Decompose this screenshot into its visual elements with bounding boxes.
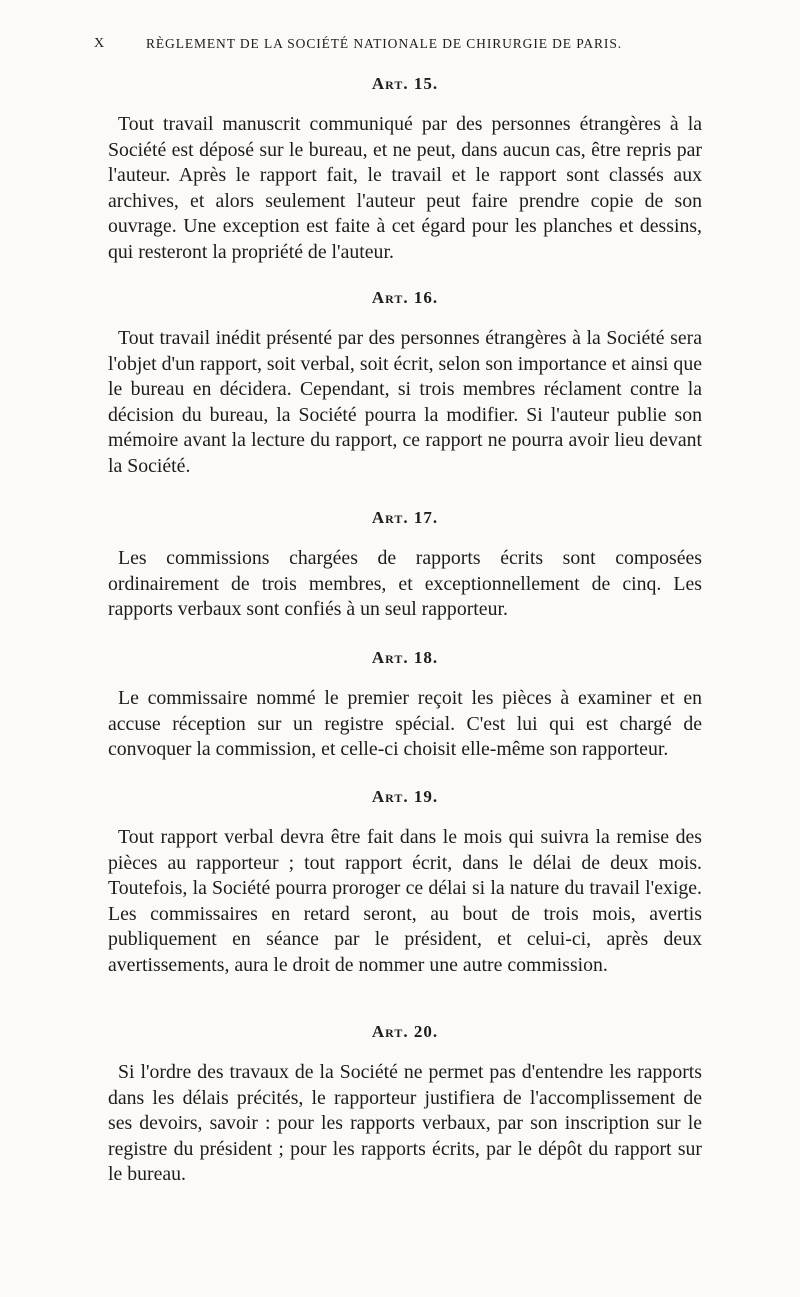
article-body: Tout travail manuscrit communiqué par des personnes étrangères à la Société est déposé sur le bureau, et ne peut, dans aucun cas, être repris par l'auteur. Après le rapport fait, le travail et le rapport sont classés aux archives, et alors seulement l'auteur peut faire prendre copie de son ouvrage. Une exception est faite à cet égard pour les planches et dessins, qui resteront la propriété de l'auteur. (108, 113, 702, 263)
article-heading: Art. 19. (371, 787, 439, 806)
article-17 (108, 508, 702, 623)
article-body: Tout travail inédit présenté par des personnes étrangères à la Société sera l'objet d'un rapport, soit verbal, soit écrit, selon son importance et ainsi que le bureau en décidera. Cependant, si trois membres réclament contre la décision du bureau, la Société pourra la modifier. Si l'auteur publie son mémoire avant la lecture du rapport, ce rapport ne pourra avoir lieu devant la Société. (108, 327, 702, 477)
article-heading: Art. 20. (371, 1022, 439, 1041)
article-19 (108, 787, 702, 979)
running-head (94, 36, 670, 52)
article-heading: Art. 17. (371, 508, 439, 527)
article-heading: Art. 18. (371, 648, 439, 667)
article-body: Le commissaire nommé le premier reçoit les pièces à examiner et en accuse réception sur un registre spécial. C'est lui qui est chargé de convoquer la commission, et celle-ci choisit elle-même son rapporteur. (108, 687, 702, 761)
article-heading: Art. 16. (371, 288, 439, 307)
article-18 (108, 648, 702, 763)
article-16 (108, 288, 702, 480)
article-15 (108, 74, 702, 266)
article-20 (108, 1022, 702, 1188)
article-body: Si l'ordre des travaux de la Société ne permet pas d'entendre les rapports dans les délais précités, le rapporteur justifiera de l'accomplissement de ses devoirs, savoir : pour les rapports verbaux, par son inscription sur le registre du président ; pour les rapports écrits, par le dépôt du rapport sur le bureau. (108, 1061, 702, 1186)
running-title: RÈGLEMENT DE LA SOCIÉTÉ NATIONALE DE CHIRURGIE DE PARIS. (146, 36, 623, 51)
article-body: Tout rapport verbal devra être fait dans le mois qui suivra la remise des pièces au rapporteur ; tout rapport écrit, dans le délai de deux mois. Toutefois, la Société pourra proroger ce délai si la nature du travail l'exige. Les commissaires en retard seront, au bout de trois mois, avertis publiquement en séance par le président, et celui-ci, après deux avertissements, aura le droit de nommer une autre commission. (108, 826, 702, 976)
page-folio: X (94, 36, 106, 51)
article-heading: Art. 15. (371, 74, 439, 93)
article-body: Les commissions chargées de rapports écrits sont composées ordinairement de trois membres, et exceptionnellement de cinq. Les rapports verbaux sont confiés à un seul rapporteur. (108, 547, 702, 621)
